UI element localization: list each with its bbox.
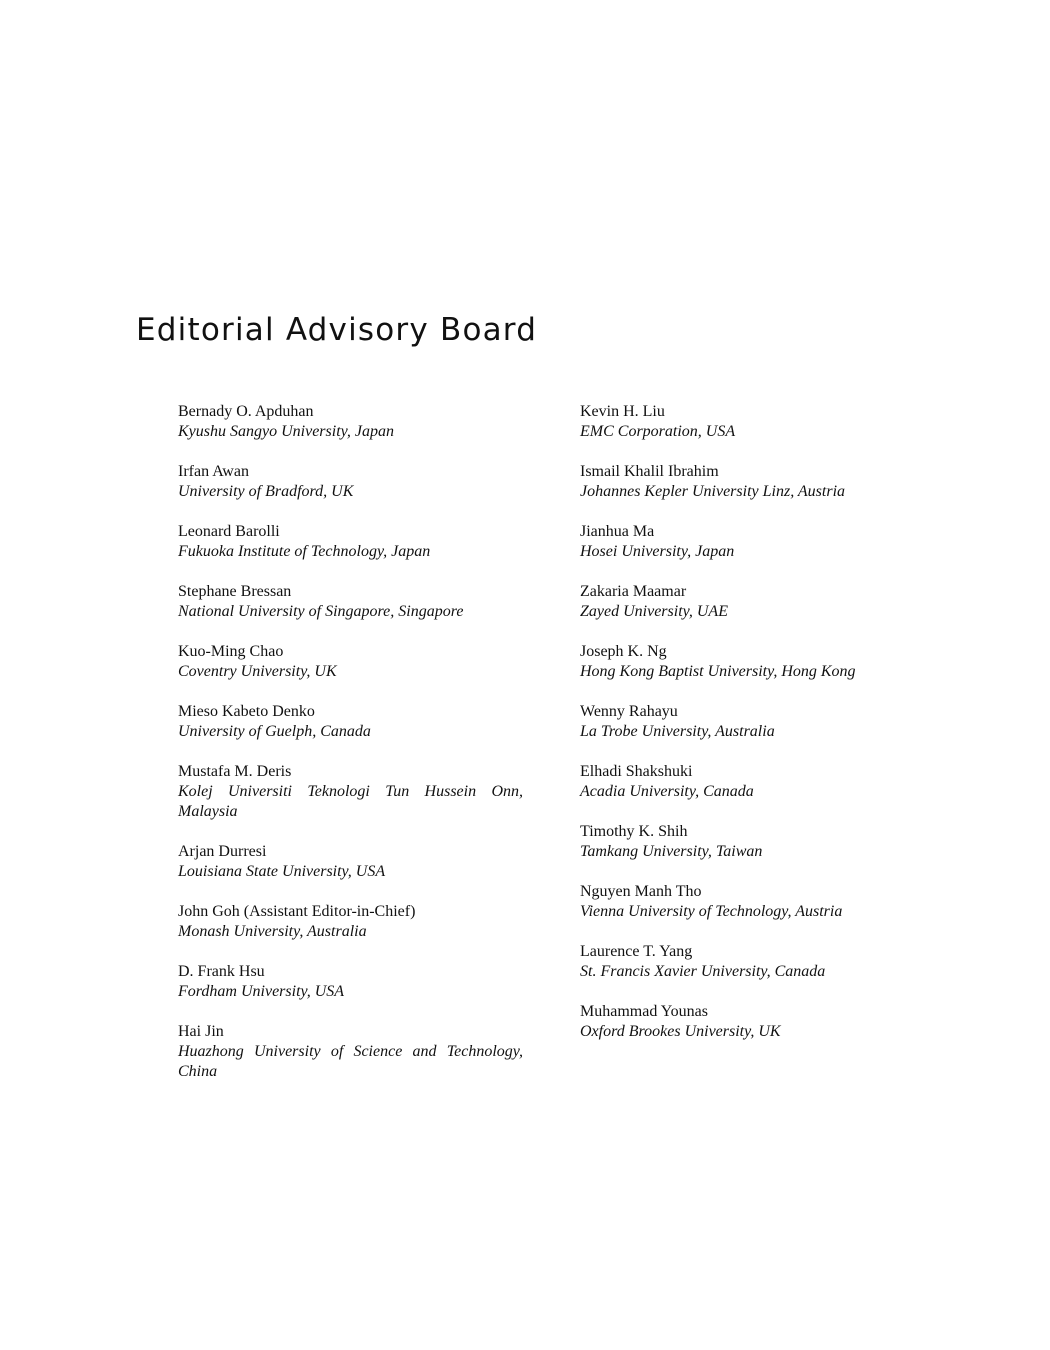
board-member [580,522,880,562]
member-affiliation: Louisiana State University, USA [178,863,386,880]
member-affiliation: La Trobe University, Australia [580,723,775,740]
member-name: Timothy K. Shih [580,823,688,840]
member-name: Mustafa M. Deris [178,763,292,780]
member-name: Arjan Durresi [178,843,267,860]
member-affiliation: Kyushu Sangyo University, Japan [178,423,394,440]
member-name: Muhammad Younas [580,1003,709,1020]
board-member [178,642,523,682]
member-name: Kuo-Ming Chao [178,643,284,660]
member-name: Zakaria Maamar [580,583,687,600]
member-name: Nguyen Manh Tho [580,883,702,900]
board-member [580,402,880,442]
member-name: Bernady O. Apduhan [178,403,314,420]
member-affiliation: Hong Kong Baptist University, Hong Kong [580,663,856,680]
member-affiliation: Johannes Kepler University Linz, Austria [580,483,846,500]
member-name: Laurence T. Yang [580,943,693,960]
board-member [178,1022,523,1082]
member-name: D. Frank Hsu [178,963,265,980]
board-member [580,702,880,742]
board-member [178,702,523,742]
member-affiliation: EMC Corporation, USA [580,423,736,440]
board-member [580,462,880,502]
member-name: Ismail Khalil Ibrahim [580,463,719,480]
board-member [580,942,880,982]
board-member [178,522,523,562]
board-member [178,762,523,822]
board-member [580,822,880,862]
member-affiliation: Oxford Brookes University, UK [580,1023,781,1040]
board-member [178,462,523,502]
board-member [580,882,880,922]
board-member [178,582,523,622]
member-name: Mieso Kabeto Denko [178,703,315,720]
member-affiliation: Acadia University, Canada [580,783,754,800]
member-name: Irfan Awan [178,463,249,480]
member-affiliation: Vienna University of Technology, Austria [580,903,843,920]
board-member [580,762,880,802]
board-list-left [178,402,523,1102]
member-name: Joseph K. Ng [580,643,667,660]
board-member [580,1002,880,1042]
member-affiliation: Fordham University, USA [178,983,345,1000]
board-member [178,842,523,882]
member-affiliation: National University of Singapore, Singapore [178,603,464,620]
member-affiliation: Fukuoka Institute of Technology, Japan [178,543,431,560]
page-title: Editorial Advisory Board [136,312,538,348]
member-name: Elhadi Shakshuki [580,763,693,780]
member-affiliation: St. Francis Xavier University, Canada [580,963,826,980]
member-affiliation: Huazhong University of Science and Technology, China [178,1043,523,1080]
member-name: Jianhua Ma [580,523,655,540]
member-name: Hai Jin [178,1023,224,1040]
board-member [580,642,880,682]
board-member [178,902,523,942]
member-affiliation: Tamkang University, Taiwan [580,843,763,860]
member-affiliation: Coventry University, UK [178,663,337,680]
member-affiliation: University of Bradford, UK [178,483,354,500]
board-member [580,582,880,622]
member-affiliation: Monash University, Australia [178,923,367,940]
member-name: Stephane Bressan [178,583,292,600]
member-name: John Goh (Assistant Editor-in-Chief) [178,903,416,920]
board-list-right [580,402,880,1062]
board-member [178,402,523,442]
member-affiliation: University of Guelph, Canada [178,723,371,740]
member-affiliation: Hosei University, Japan [580,543,735,560]
member-affiliation: Zayed University, UAE [580,603,728,620]
member-affiliation: Kolej Universiti Teknologi Tun Hussein Onn, Malaysia [178,783,523,820]
member-name: Leonard Barolli [178,523,280,540]
member-name: Kevin H. Liu [580,403,665,420]
member-name: Wenny Rahayu [580,703,678,720]
board-member [178,962,523,1002]
